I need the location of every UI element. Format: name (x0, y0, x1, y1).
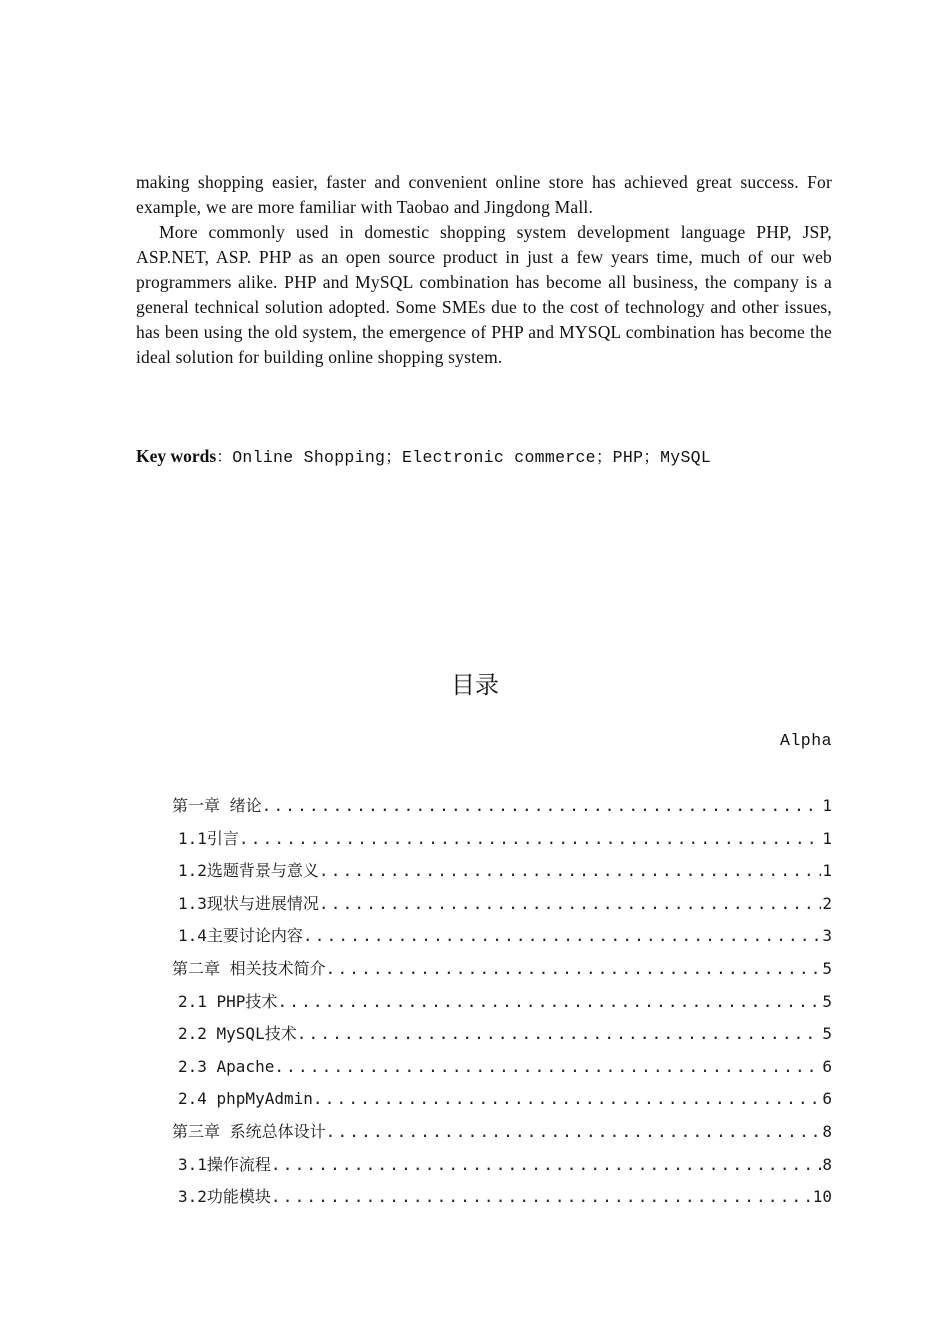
toc-entry-label: 2.3 Apache (178, 1056, 275, 1076)
toc-leader-dots (319, 892, 821, 916)
toc-leader-dots (277, 990, 821, 1014)
toc-entry-label: 1.4主要讨论内容 (178, 926, 303, 946)
toc-entry (172, 1055, 832, 1088)
toc-title: 目录 (451, 671, 499, 699)
toc-entry (172, 794, 832, 827)
abstract-body (136, 170, 832, 370)
toc-entry-page: 8 (822, 1121, 832, 1141)
toc-entry (172, 892, 832, 925)
toc-entry-label: 第一章 绪论 (172, 796, 262, 815)
toc-entry-page: 2 (822, 893, 832, 913)
toc-entry-label: 3.2功能模块 (178, 1187, 271, 1207)
toc-leader-dots (271, 1153, 821, 1177)
toc-leader-dots (319, 859, 821, 883)
keywords-label: Key words (136, 446, 217, 466)
toc-entry-page: 1 (822, 796, 832, 815)
toc-entry (172, 1022, 832, 1055)
toc-entry-page: 5 (822, 958, 832, 978)
toc-entry-label: 第二章 相关技术简介 (172, 958, 326, 978)
toc-author: Alpha (779, 731, 832, 750)
toc-entry-page: 8 (822, 1154, 832, 1174)
toc-entry (172, 1087, 832, 1120)
table-of-contents (172, 794, 832, 1218)
toc-entry-page: 3 (822, 926, 832, 946)
toc-entry (172, 1185, 832, 1218)
toc-entry (172, 924, 832, 957)
toc-leader-dots (297, 1022, 822, 1046)
toc-leader-dots (303, 924, 821, 948)
toc-entry-page: 5 (822, 991, 832, 1011)
toc-entry-page: 6 (822, 1089, 832, 1109)
toc-entry-label: 1.2选题背景与意义 (178, 861, 319, 881)
toc-entry-page: 1 (822, 861, 832, 881)
toc-leader-dots (262, 794, 822, 818)
toc-entry (172, 859, 832, 892)
toc-entry-page: 10 (812, 1187, 832, 1207)
toc-entry (172, 957, 832, 990)
keywords-separator: ： (216, 447, 233, 466)
toc-entry-label: 1.3现状与进展情况 (178, 893, 319, 913)
toc-entry-page: 1 (822, 828, 832, 848)
toc-entry-label: 3.1操作流程 (178, 1154, 271, 1174)
toc-entry-label: 1.1引言 (178, 828, 239, 848)
toc-entry (172, 990, 832, 1023)
toc-entry-label: 2.4 phpMyAdmin (178, 1089, 313, 1109)
abstract-paragraph-2: More commonly used in domestic shopping system development language PHP, JSP, ASP.NET, ASP. PHP as an open source product in just a few years time, much of our web programmers alike. PHP and MySQL combination has become all business, the company is a general technical solution adopted. Some SMEs due to the cost of technology and other issues, has been using the old system, the emergence of PHP and MYSQL combination has become the ideal solution for building online shopping system. (136, 222, 832, 367)
keywords-list: Online Shopping；Electronic commerce；PHP；MySQL (232, 448, 712, 467)
toc-entry-page: 5 (822, 1024, 832, 1044)
toc-leader-dots (326, 1120, 822, 1144)
toc-entry-page: 6 (822, 1056, 832, 1076)
toc-leader-dots (313, 1087, 822, 1111)
abstract-paragraph-1: making shopping easier, faster and convenient online store has achieved great success. For example, we are more familiar with Taobao and Jingdong Mall. (136, 172, 832, 217)
toc-entry (172, 827, 832, 860)
toc-entry (172, 1153, 832, 1186)
toc-entry-label: 2.2 MySQL技术 (178, 1024, 297, 1044)
toc-leader-dots (274, 1055, 821, 1079)
toc-entry-label: 2.1 PHP技术 (178, 991, 278, 1011)
toc-leader-dots (326, 957, 822, 981)
toc-leader-dots (239, 827, 821, 851)
keywords-line (136, 444, 832, 470)
toc-leader-dots (271, 1185, 812, 1209)
toc-entry-label: 第三章 系统总体设计 (172, 1121, 326, 1141)
toc-entry (172, 1120, 832, 1153)
